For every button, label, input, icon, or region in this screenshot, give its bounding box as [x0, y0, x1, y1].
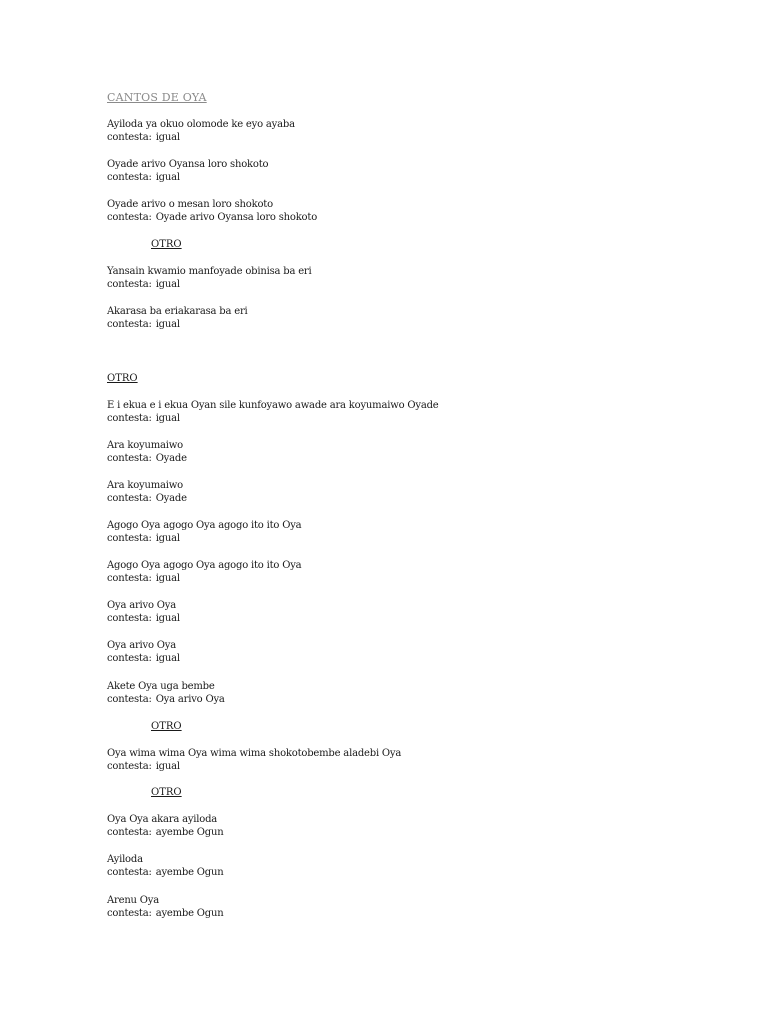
contesta-label: contesta: [107, 493, 152, 504]
answer-text: ayembe Ogun [155, 867, 224, 878]
song-call: Yansain kwamio manfoyade obinisa ba eri [107, 266, 312, 277]
song-answer [107, 211, 317, 225]
section-heading: OTRO [151, 787, 182, 798]
contesta-label: contesta: [107, 867, 152, 878]
song-answer [107, 907, 223, 921]
song-call: Oyade arivo Oyansa loro shokoto [107, 159, 269, 170]
song-answer [107, 452, 187, 466]
song-answer [107, 572, 180, 586]
answer-text: igual [155, 172, 180, 183]
song-answer [107, 532, 180, 546]
song-call: Oya wima wima Oya wima wima shokotobembe aladebi Oya [107, 748, 402, 759]
section-heading: OTRO [151, 721, 182, 732]
contesta-label: contesta: [107, 172, 152, 183]
contesta-label: contesta: [107, 573, 152, 584]
answer-text: Oyade [155, 453, 187, 464]
song-call: Oya arivo Oya [107, 640, 176, 651]
section-heading: OTRO [151, 239, 182, 250]
answer-text: Oya arivo Oya [155, 694, 225, 705]
song-call: E i ekua e i ekua Oyan sile kunfoyawo awade ara koyumaiwo Oyade [107, 400, 439, 411]
answer-text: ayembe Ogun [155, 827, 224, 838]
song-answer [107, 318, 180, 332]
answer-text: ayembe Ogun [155, 908, 224, 919]
song-call: Akarasa ba eriakarasa ba eri [107, 306, 248, 317]
song-answer [107, 278, 180, 292]
contesta-label: contesta: [107, 453, 152, 464]
song-call: Ara koyumaiwo [107, 480, 183, 491]
contesta-label: contesta: [107, 908, 152, 919]
song-answer [107, 866, 223, 880]
song-call: Oya arivo Oya [107, 600, 176, 611]
answer-text: igual [155, 279, 180, 290]
answer-text: igual [155, 761, 180, 772]
song-call: Oya Oya akara ayiloda [107, 814, 218, 825]
song-answer [107, 492, 187, 506]
contesta-label: contesta: [107, 533, 152, 544]
contesta-label: contesta: [107, 132, 152, 143]
answer-text: igual [155, 132, 180, 143]
song-answer [107, 131, 180, 145]
song-call: Agogo Oya agogo Oya agogo ito ito Oya [107, 520, 302, 531]
answer-text: igual [155, 533, 180, 544]
contesta-label: contesta: [107, 279, 152, 290]
song-answer [107, 412, 180, 426]
song-answer [107, 693, 225, 707]
song-answer [107, 826, 223, 840]
contesta-label: contesta: [107, 761, 152, 772]
song-answer [107, 652, 180, 666]
song-call: Ayiloda [107, 854, 143, 865]
song-call: Ayiloda ya okuo olomode ke eyo ayaba [107, 119, 295, 130]
song-call: Arenu Oya [107, 895, 159, 906]
section-heading: OTRO [107, 373, 138, 384]
song-call: Akete Oya uga bembe [107, 681, 215, 692]
answer-text: igual [155, 653, 180, 664]
answer-text: igual [155, 319, 180, 330]
song-answer [107, 171, 180, 185]
song-call: Agogo Oya agogo Oya agogo ito ito Oya [107, 560, 302, 571]
answer-text: Oyade [155, 493, 187, 504]
song-answer [107, 612, 180, 626]
contesta-label: contesta: [107, 694, 152, 705]
answer-text: igual [155, 613, 180, 624]
song-call: Ara koyumaiwo [107, 440, 183, 451]
contesta-label: contesta: [107, 613, 152, 624]
answer-text: Oyade arivo Oyansa loro shokoto [155, 212, 318, 223]
contesta-label: contesta: [107, 653, 152, 664]
song-call: Oyade arivo o mesan loro shokoto [107, 199, 273, 210]
answer-text: igual [155, 413, 180, 424]
contesta-label: contesta: [107, 212, 152, 223]
answer-text: igual [155, 573, 180, 584]
contesta-label: contesta: [107, 827, 152, 838]
song-answer [107, 760, 180, 774]
contesta-label: contesta: [107, 413, 152, 424]
page-title: CANTOS DE OYA [107, 91, 207, 104]
contesta-label: contesta: [107, 319, 152, 330]
